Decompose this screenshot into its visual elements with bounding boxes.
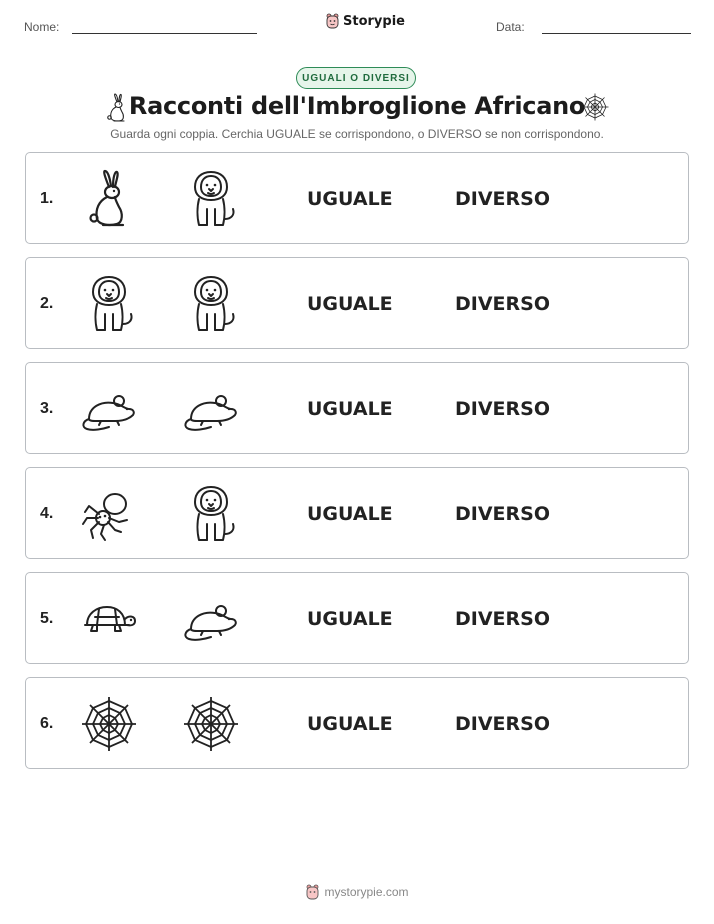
name-label: Nome: (24, 20, 60, 34)
choice-same[interactable]: UGUALE (307, 713, 393, 735)
choice-same[interactable]: UGUALE (307, 293, 393, 315)
spider-web-icon (580, 92, 610, 127)
choice-different[interactable]: DIVERSO (455, 398, 550, 420)
mouse-icon (79, 379, 139, 439)
question-number: 5. (40, 610, 54, 627)
choice-same[interactable]: UGUALE (307, 188, 393, 210)
choice-same[interactable]: UGUALE (307, 503, 393, 525)
date-label: Data: (496, 20, 525, 34)
storypie-mascot-icon (325, 13, 340, 29)
worksheet-type-badge: UGUALI O DIVERSI (296, 67, 416, 89)
question-row (25, 152, 689, 244)
question-row (25, 677, 689, 769)
turtle-icon (79, 589, 139, 649)
question-row (25, 257, 689, 349)
choice-different[interactable]: DIVERSO (455, 293, 550, 315)
spider-web-icon (181, 694, 241, 754)
instructions: Guarda ogni coppia. Cerchia UGUALE se corrispondono, o DIVERSO se non corrispondono. (110, 127, 604, 141)
brand-logo (325, 13, 405, 29)
question-row (25, 362, 689, 454)
question-number: 2. (40, 295, 54, 312)
lion-icon (181, 274, 241, 334)
mouse-icon (181, 379, 241, 439)
spider-web-icon (79, 694, 139, 754)
spider-icon (79, 484, 139, 544)
question-number: 3. (40, 400, 54, 417)
footer-url[interactable]: mystorypie.com (324, 885, 409, 899)
footer (0, 884, 714, 900)
storypie-mascot-icon (305, 884, 320, 900)
mouse-icon (181, 589, 241, 649)
choice-same[interactable]: UGUALE (307, 608, 393, 630)
lion-icon (79, 274, 139, 334)
brand-name: Storypie (343, 13, 405, 29)
lion-icon (181, 169, 241, 229)
choice-different[interactable]: DIVERSO (455, 503, 550, 525)
question-row (25, 467, 689, 559)
choice-different[interactable]: DIVERSO (455, 713, 550, 735)
date-field-line[interactable] (542, 33, 691, 34)
page-title: Racconti dell'Imbroglione Africano (128, 92, 586, 120)
choice-different[interactable]: DIVERSO (455, 608, 550, 630)
question-number: 1. (40, 190, 54, 207)
question-number: 4. (40, 505, 54, 522)
choice-different[interactable]: DIVERSO (455, 188, 550, 210)
choice-same[interactable]: UGUALE (307, 398, 393, 420)
lion-icon (181, 484, 241, 544)
name-field-line[interactable] (72, 33, 257, 34)
rabbit-icon (79, 169, 139, 229)
question-number: 6. (40, 715, 54, 732)
question-row (25, 572, 689, 664)
